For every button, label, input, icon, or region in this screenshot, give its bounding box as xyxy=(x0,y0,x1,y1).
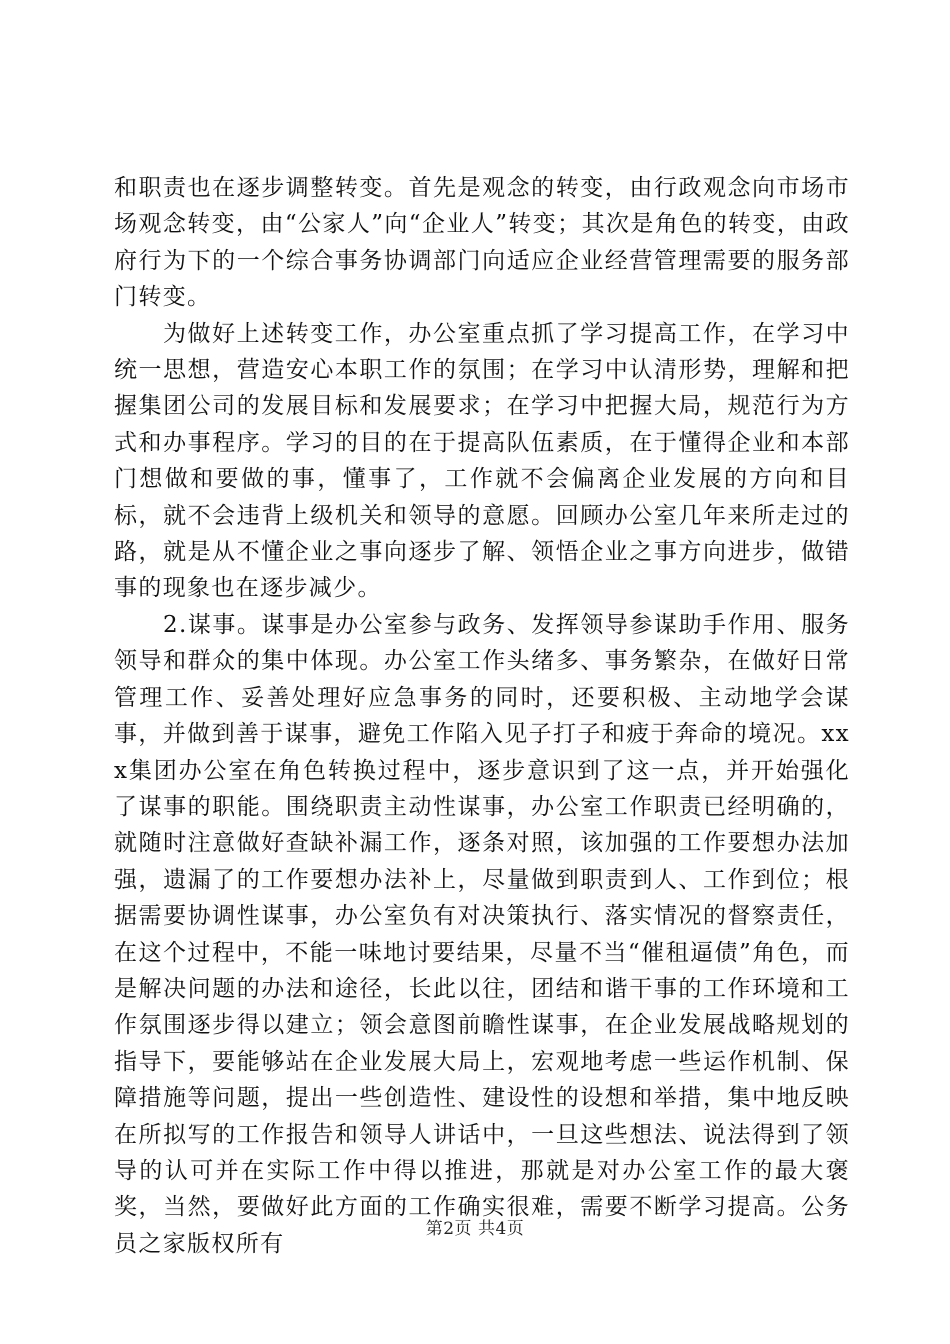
paragraph-planning: 2.谋事。谋事是办公室参与政务、发挥领导参谋助手作用、服务领导和群众的集中体现。办公室工作头绪多、事务繁杂，在做好日常管理工作、妥善处理好应急事务的同时，还要积极、主动地学会谋事，并做到善于谋事，避免工作陷入见子打子和疲于奔命的境况。xxx集团办公室在角色转换过程中，逐步意识到了这一点，并开始强化了谋事的职能。围绕职责主动性谋事，办公室工作职责已经明确的，就随时注意做好查缺补漏工作，逐条对照，该加强的工作要想办法加强，遗漏了的工作要想办法补上，尽量做到职责到人、工作到位；根据需要协调性谋事，办公室负有对决策执行、落实情况的督察责任，在这个过程中，不能一味地讨要结果，尽量不当“催租逼债”角色，而是解决问题的办法和途径，长此以往，团结和谐干事的工作环境和工作氛围逐步得以建立；领会意图前瞻性谋事，在企业发展战略规划的指导下，要能够站在企业发展大局上，宏观地考虑一些运作机制、保障措施等问题，提出一些创造性、建设性的设想和举措，集中地反映在所拟写的工作报告和领导人讲话中，一旦这些想法、说法得到了领导的认可并在实际工作中得以推进，那就是对办公室工作的最大褒奖，当然，要做好此方面的工作确实很难，需要不断学习提高。公务员之家版权所有 xyxy=(114,611,850,1257)
paragraph-continued: 和职责也在逐步调整转变。首先是观念的转变，由行政观念向市场市场观念转变，由“公家人”向“企业人”转变；其次是角色的转变，由政府行为下的一个综合事务协调部门向适应企业经营管理需要的服务部门转变。 xyxy=(114,175,850,311)
page-number-footer: 第2页 共4页 xyxy=(425,1219,525,1239)
paragraph-study: 为做好上述转变工作，办公室重点抓了学习提高工作，在学习中统一思想，营造安心本职工作的氛围；在学习中认清形势，理解和把握集团公司的发展目标和发展要求；在学习中把握大局，规范行为方式和办事程序。学习的目的在于提高队伍素质，在于懂得企业和本部门想做和要做的事，懂事了，工作就不会偏离企业发展的方向和目标，就不会违背上级机关和领导的意愿。回顾办公室几年来所走过的路，就是从不懂企业之事向逐步了解、领悟企业之事方向进步，做错事的现象也在逐步减少。 xyxy=(114,320,850,602)
document-body xyxy=(114,170,850,1262)
